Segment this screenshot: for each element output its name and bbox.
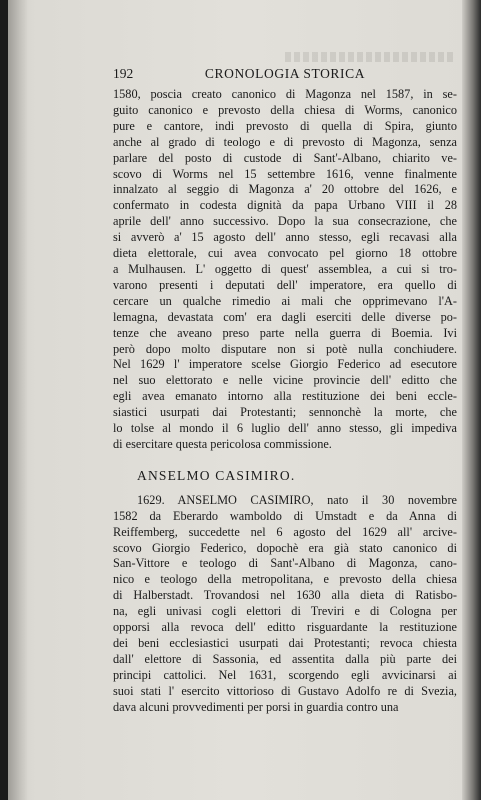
paragraph-georgio-federico (113, 87, 457, 453)
text-line: dall' elettore di Sassonia, ed assentita dalla più parte dei (113, 651, 457, 666)
text-line: lemagna, devastata com' era dagli eserciti delle diverse po- (113, 309, 457, 324)
page-content (113, 61, 457, 716)
text-line: però dopo molto disputare non si potè nulla conchiudere. (113, 341, 457, 356)
text-line: parlare del posto di custode di Sant'-Albano, chiarito ve- (113, 150, 457, 165)
text-line: si avverò a' 15 agosto dell' anno stesso, egli recavasi alla (113, 230, 457, 245)
text-line: confermato in codesta dignità da papa Urbano VIII il 28 (113, 198, 457, 213)
text-line: anche al grado di teologo e di prevosto di Magonza, senza (113, 134, 457, 149)
text-line: Nel 1629 l' imperatore scelse Giorgio Federico ad esecutore (113, 357, 457, 372)
text-line: principi cattolici. Nel 1631, scorgendo egli avvicinarsi ai (113, 667, 457, 682)
text-line: suoi stati l' esercito vittorioso di Gustavo Adolfo re di Svezia, (113, 683, 457, 698)
text-line: 1582 da Eberardo wamboldo di Umstadt e da Anna di (113, 508, 457, 523)
text-line: innalzato al seggio di Magonza a' 20 ottobre del 1626, e (113, 182, 457, 197)
text-line: di esercitare questa pericolosa commissione. (113, 436, 332, 451)
text-line: 1580, poscia creato canonico di Magonza nel 1587, in se- (113, 87, 457, 101)
text-line: na, egli univasi cogli elettori di Treviri e di Cologna per (113, 604, 457, 619)
text-line: guito canonico e prevosto della chiesa di Worms, canonico (113, 102, 457, 117)
text-line: varono presenti i deputati dell' imperatore, era quello di (113, 277, 457, 292)
text-line: tenze che aveano preso parte nella guerra di Boemia. Ivi (113, 325, 457, 340)
page-gutter-shadow (8, 0, 28, 800)
running-head: CRONOLOGIA STORICA (204, 66, 366, 81)
text-line: opporsi alla revoca dell' editto risguardante la restituzione (113, 620, 457, 635)
text-line: lo tolse al mondo il 6 luglio dell' anno stesso, gli impediva (113, 421, 457, 436)
text-line: a Mulhausen. L' oggetto di quest' assemblea, a cui si tro- (113, 261, 457, 276)
section-title: ANSELMO CASIMIRO. (137, 467, 296, 483)
text-line: dieta elettorale, cui avea convocato pel giorno 18 ottobre (113, 246, 457, 261)
page-number: 192 (113, 66, 134, 81)
text-line: di Halberstadt. Trovandosi nel 1630 alla dieta di Ratisbo- (113, 588, 457, 603)
text-line: nel suo elettorato e nelle vicine provincie dell' editto che (113, 373, 457, 388)
text-line: cercare un qualche rimedio ai mali che opprimevano l'A- (113, 293, 457, 308)
text-line: scovo di Worms nel 15 settembre 1616, venne finalmente (113, 166, 457, 181)
text-line: 1629. ANSELMO CASIMIRO, nato il 30 novembre (137, 492, 457, 507)
page-edge-shadow (462, 0, 481, 800)
text-line: siastici usurpati dai Protestanti; sennonchè la morte, che (113, 405, 457, 420)
text-line: aprile dell' anno successivo. Dopo la sua consecrazione, che (113, 214, 457, 229)
text-line: pure e cantore, indi prevosto di quella di Spira, giunto (113, 118, 457, 133)
text-line: San-Vittore e teologo di Sant'-Albano di Magonza, cano- (113, 556, 457, 571)
text-line: scovo Giorgio Federico, dopochè era già stato canonico di (113, 540, 457, 555)
page-header (113, 61, 457, 87)
text-line: egli avea emanato intorno alla restituzione dei beni eccle- (113, 389, 457, 404)
text-line: dei beni ecclesiastici usurpati dai Protestanti; revoca chiesta (113, 636, 457, 650)
text-line: nico e teologo della metropolitana, e prevosto della chiesa (113, 572, 457, 587)
text-line: dava alcuni provvedimenti per porsi in guardia contro una (113, 699, 399, 714)
paragraph-anselmo-casimiro (113, 493, 457, 716)
text-line: Reiffemberg, succedette nel 6 agosto del 1629 all' arcive- (113, 524, 457, 539)
